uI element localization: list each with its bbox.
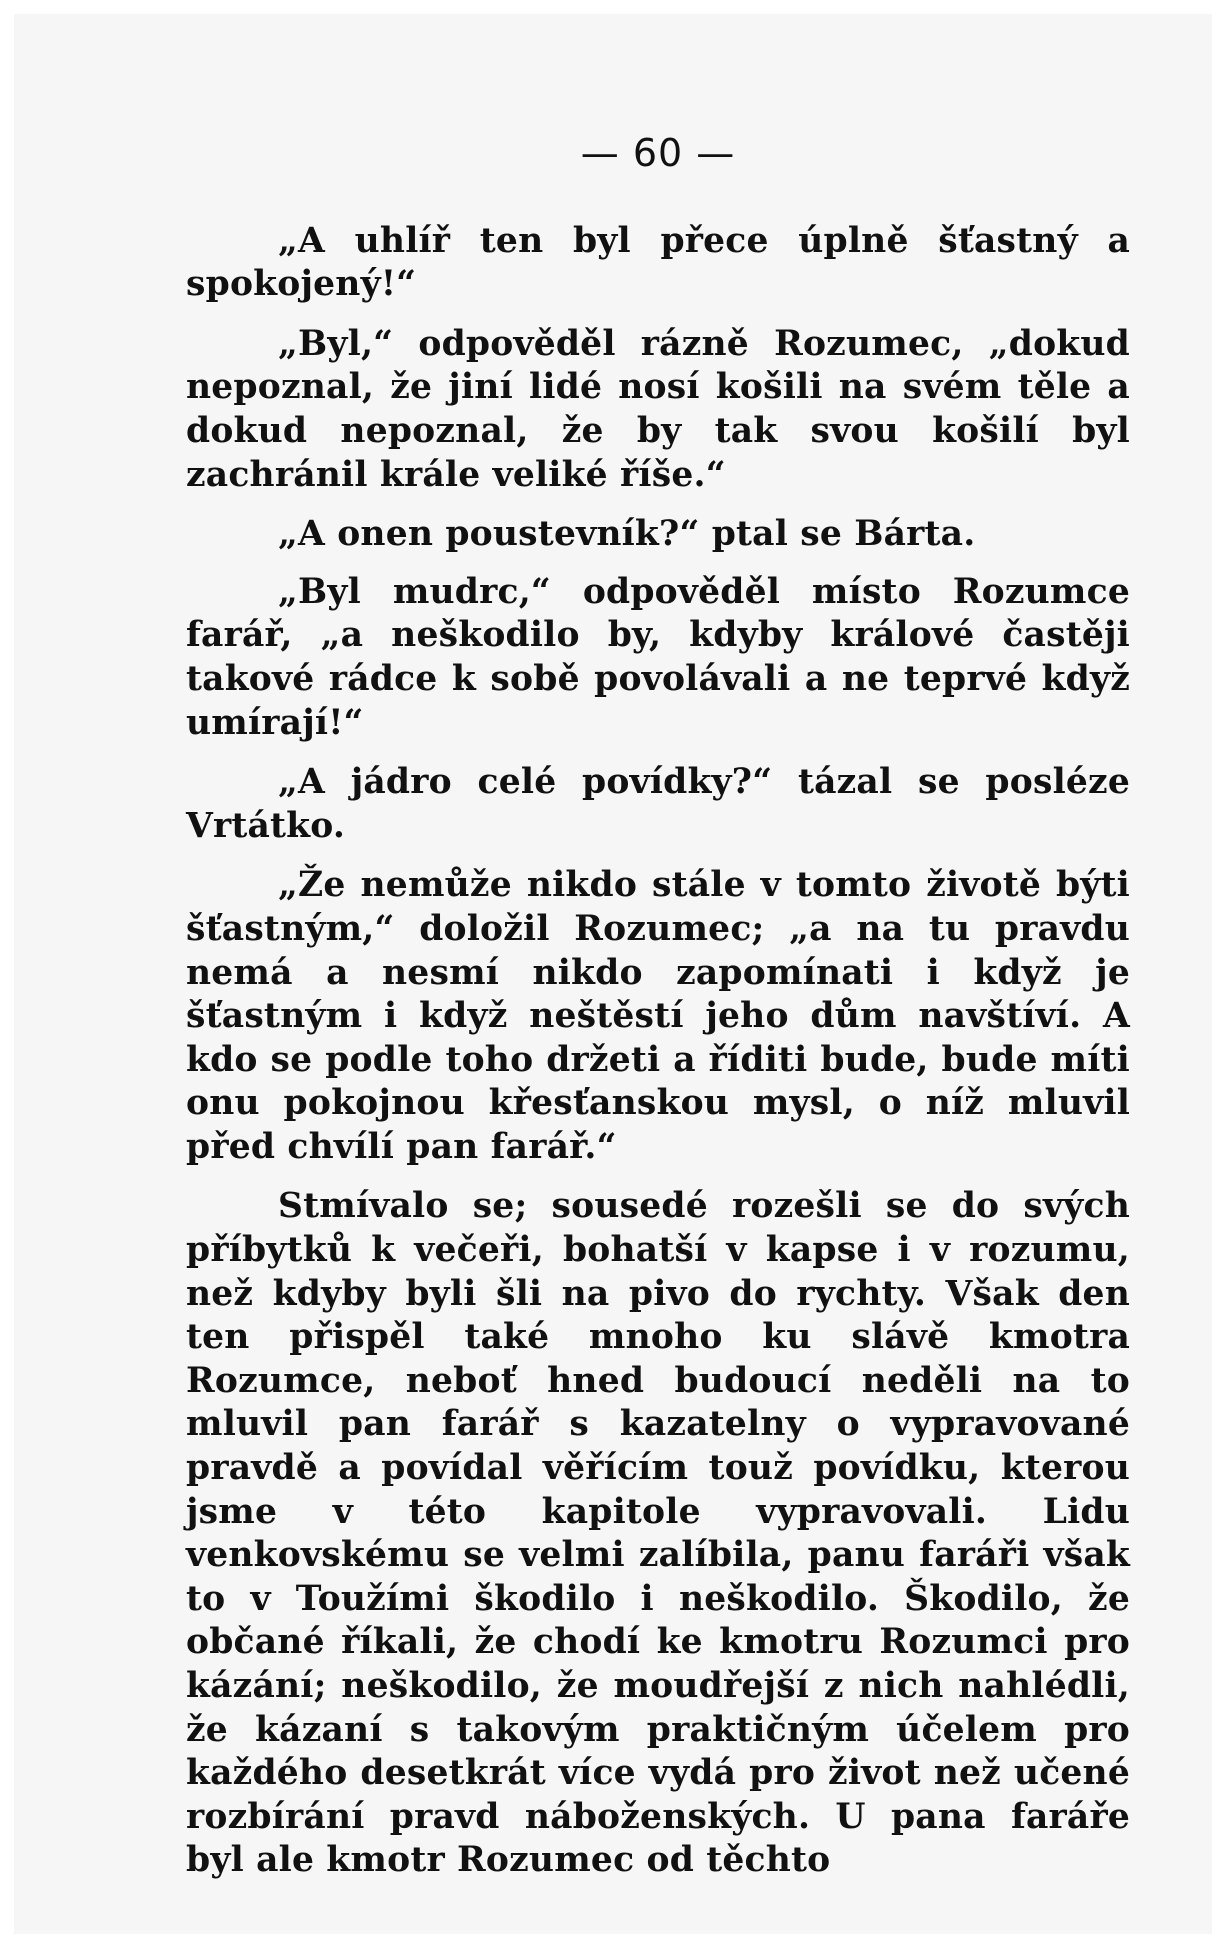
paragraph-2: „Byl,“ odpověděl rázně Rozumec, „dokud nepoznal, že jiní lidé nosí košili na svém těle a dokud nepoznal, že by tak svou košilí byl zachránil krále veliké říše.“: [186, 323, 1130, 495]
page-text: [186, 132, 1130, 1899]
page-edge: [1212, 14, 1230, 1934]
paragraph-1: „A uhlíř ten byl přece úplně šťastný a spokojený!“: [186, 220, 1130, 305]
paragraph-4: „Byl mudrc,“ odpověděl místo Rozumce farář, „a neškodilo by, kdyby králové častěji takové rádce k sobě povolávali a ne teprvé když umírají!“: [186, 571, 1130, 743]
page-number: — 60 —: [580, 131, 736, 175]
paragraph-7: Stmívalo se; sousedé rozešli se do svých příbytků k večeři, bohatší v kapse i v rozumu, než kdyby byli šli na pivo do rychty. Však den ten přispěl také mnoho ku slávě kmotra Rozumce, neboť hned budoucí neděli na to mluvil pan farář s kazatelny o vypravované pravdě a povídal věřícím touž povídku, kterou jsme v této kapitole vypravovali. Lidu venkovskému se velmi zalíbila, panu faráři však to v Toužími škodilo i neškodilo. Škodilo, že občané říkali, že chodí ke kmotru Rozumci pro kázání; neškodilo, že moudřejší z nich nahlédli, že kázaní s takovým praktičným účelem pro každého desetkrát více vydá pro život než učené rozbírání pravd náboženských. U pana faráře byl ale kmotr Rozumec od těchto: [186, 1186, 1130, 1881]
paragraph-5: „A jádro celé povídky?“ tázal se posléze Vrtátko.: [186, 762, 1130, 846]
paragraph-3: „A onen poustevník?“ ptal se Bárta.: [278, 514, 976, 555]
paragraph-6: „Že nemůže nikdo stále v tomto životě býti šťastným,“ doložil Rozumec; „a na tu pravdu nemá a nesmí nikdo zapomínati i když je šťastným i když neštěstí jeho dům navštíví. A kdo se podle toho držeti a říditi bude, bude míti onu pokojnou křesťanskou mysl, o níž mluvil před chvílí pan farář.“: [186, 865, 1130, 1167]
